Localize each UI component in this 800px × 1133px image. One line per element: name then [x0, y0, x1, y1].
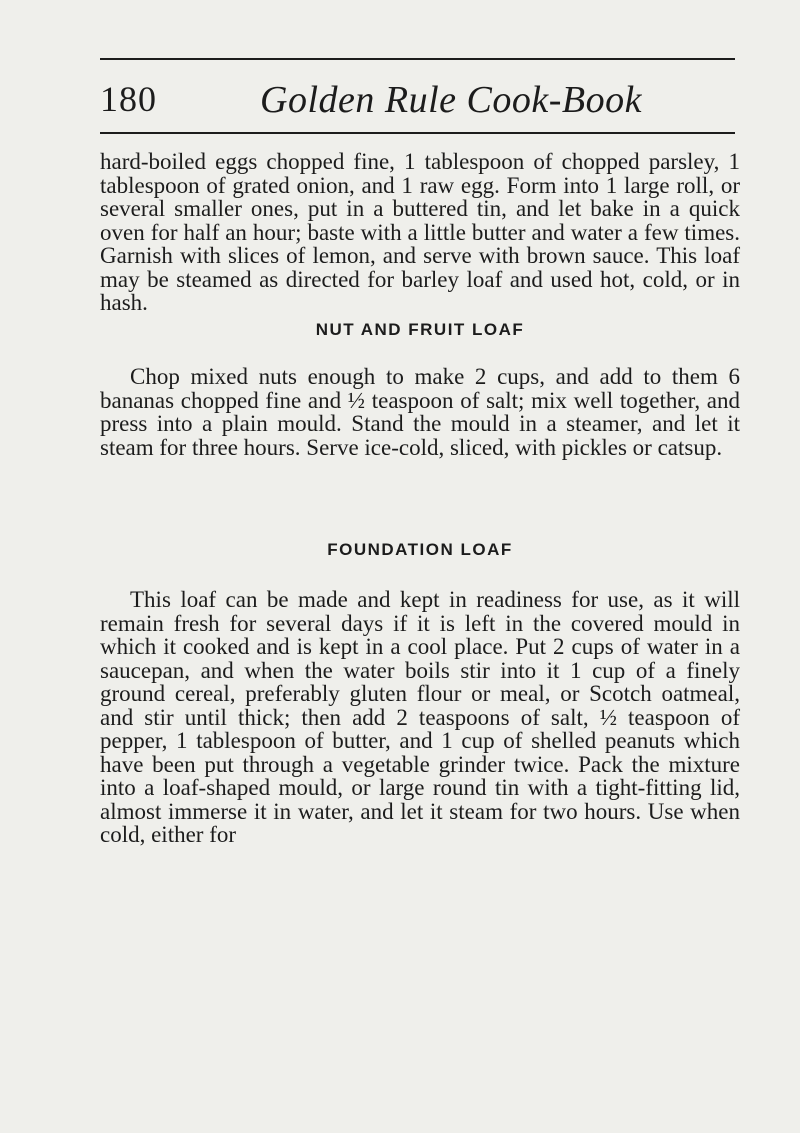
- page-header: [100, 58, 735, 134]
- header-rule-top: [100, 58, 735, 60]
- section-heading-foundation-loaf: FOUNDATION LOAF: [327, 540, 513, 559]
- page-number: 180: [100, 79, 157, 119]
- header-rule-bottom: [100, 132, 735, 134]
- recipe-nut-and-fruit-loaf: Chop mixed nuts enough to make 2 cups, and add to them 6 bananas chopped fine and ½ teaspoon of salt; mix well together, and press into a plain mould. Stand the mould in a steamer, and let it steam for three hours. Serve ice-cold, sliced, with pickles or catsup.: [100, 364, 740, 460]
- continuation-paragraph: hard-boiled eggs chopped fine, 1 tablespoon of chopped parsley, 1 tablespoon of grated onion, and 1 raw egg. Form into 1 large roll, or several smaller ones, put in a buttered tin, and let bake in a quick oven for half an hour; baste with a little butter and water a few times. Garnish with slices of lemon, and serve with brown sauce. This loaf may be steamed as directed for barley loaf and used hot, cold, or in hash.: [100, 149, 740, 315]
- section-heading-nut-and-fruit-loaf: NUT AND FRUIT LOAF: [315, 320, 525, 339]
- recipe-foundation-loaf: This loaf can be made and kept in readiness for use, as it will remain fresh for several days if it is left in the covered mould in which it cooked and is kept in a cool place. Put 2 cups of water in a saucepan, and when the water boils stir into it 1 cup of a finely ground cereal, preferably gluten flour or meal, or Scotch oatmeal, and stir until thick; then add 2 teaspoons of salt, ½ teaspoon of pepper, 1 tablespoon of butter, and 1 cup of shelled peanuts which have been put through a vegetable grinder twice. Pack the mixture into a loaf-shaped mould, or large round tin with a tight-fitting lid, almost immerse it in water, and let it steam for two hours. Use when cold, either for: [100, 587, 740, 847]
- running-title: Golden Rule Cook-Book: [260, 79, 642, 121]
